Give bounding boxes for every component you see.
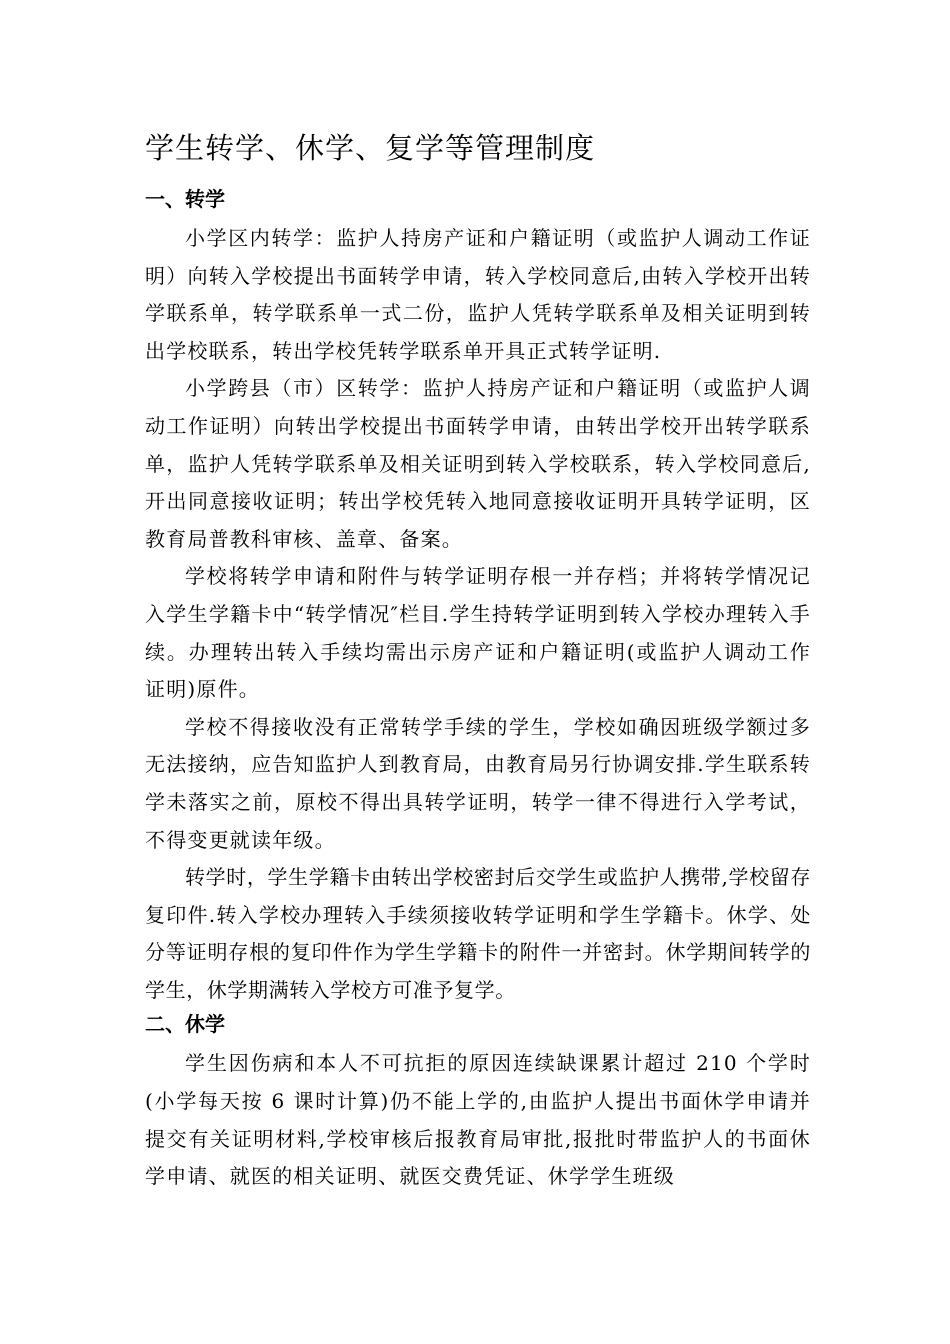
paragraph: 学校将转学申请和附件与转学证明存根一并存档；并将转学情况记入学生学籍卡中“转学情况″栏目.学生持转学证明到转入学校办理转入手续。办理转出转入手续均需出示房产证和户籍证明(或监护人调动工作证明)原件。 — [145, 564, 811, 702]
section-heading: 一、转学 — [145, 187, 225, 211]
paragraph: 转学时，学生学籍卡由转出学校密封后交学生或监护人携带,学校留存复印件.转入学校办理转入手续须接收转学证明和学生学籍卡。休学、处分等证明存根的复印件作为学生学籍卡的附件一并密封。休学期间转学的学生，休学期满转入学校方可准予复学。 — [145, 865, 811, 1002]
paragraph: 学校不得接收没有正常转学手续的学生，学校如确因班级学额过多无法接纳，应告知监护人到教育局，由教育局另行协调安排.学生联系转学未落实之前，原校不得出具转学证明，转学一律不得进行入学考试，不得变更就读年级。 — [145, 714, 811, 852]
document-title: 学生转学、休学、复学等管理制度 — [145, 131, 596, 165]
paragraph: 学生因伤病和本人不可抗拒的原因连续缺课累计超过 210 个学时(小学每天按 6 课时计算)仍不能上学的,由监护人提出书面休学申请并提交有关证明材料,学校审核后报教育局审批,报批时带监护人的书面休学申请、就医的相关证明、就医交费凭证、休学学生班级 — [145, 1051, 811, 1189]
section-suspension — [145, 1009, 811, 1195]
paragraph: 小学区内转学：监护人持房产证和户籍证明（或监护人调动工作证明）向转入学校提出书面转学申请，转入学校同意后,由转入学校开出转学联系单，转学联系单一式二份，监护人凭转学联系单及相关证明到转出学校联系，转出学校凭转学联系单开具正式转学证明. — [145, 226, 811, 363]
paragraph: 小学跨县（市）区转学：监护人持房产证和户籍证明（或监护人调动工作证明）向转出学校提出书面转学申请，由转出学校开出转学联系单，监护人凭转学联系单及相关证明到转入学校联系，转入学校同意后,开出同意接收证明；转出学校凭转入地同意接收证明开具转学证明，区教育局普教科审核、盖章、备案。 — [145, 376, 811, 551]
section-heading: 二、休学 — [145, 1012, 225, 1037]
section-transfer — [145, 184, 811, 1009]
document-page — [145, 128, 811, 1196]
